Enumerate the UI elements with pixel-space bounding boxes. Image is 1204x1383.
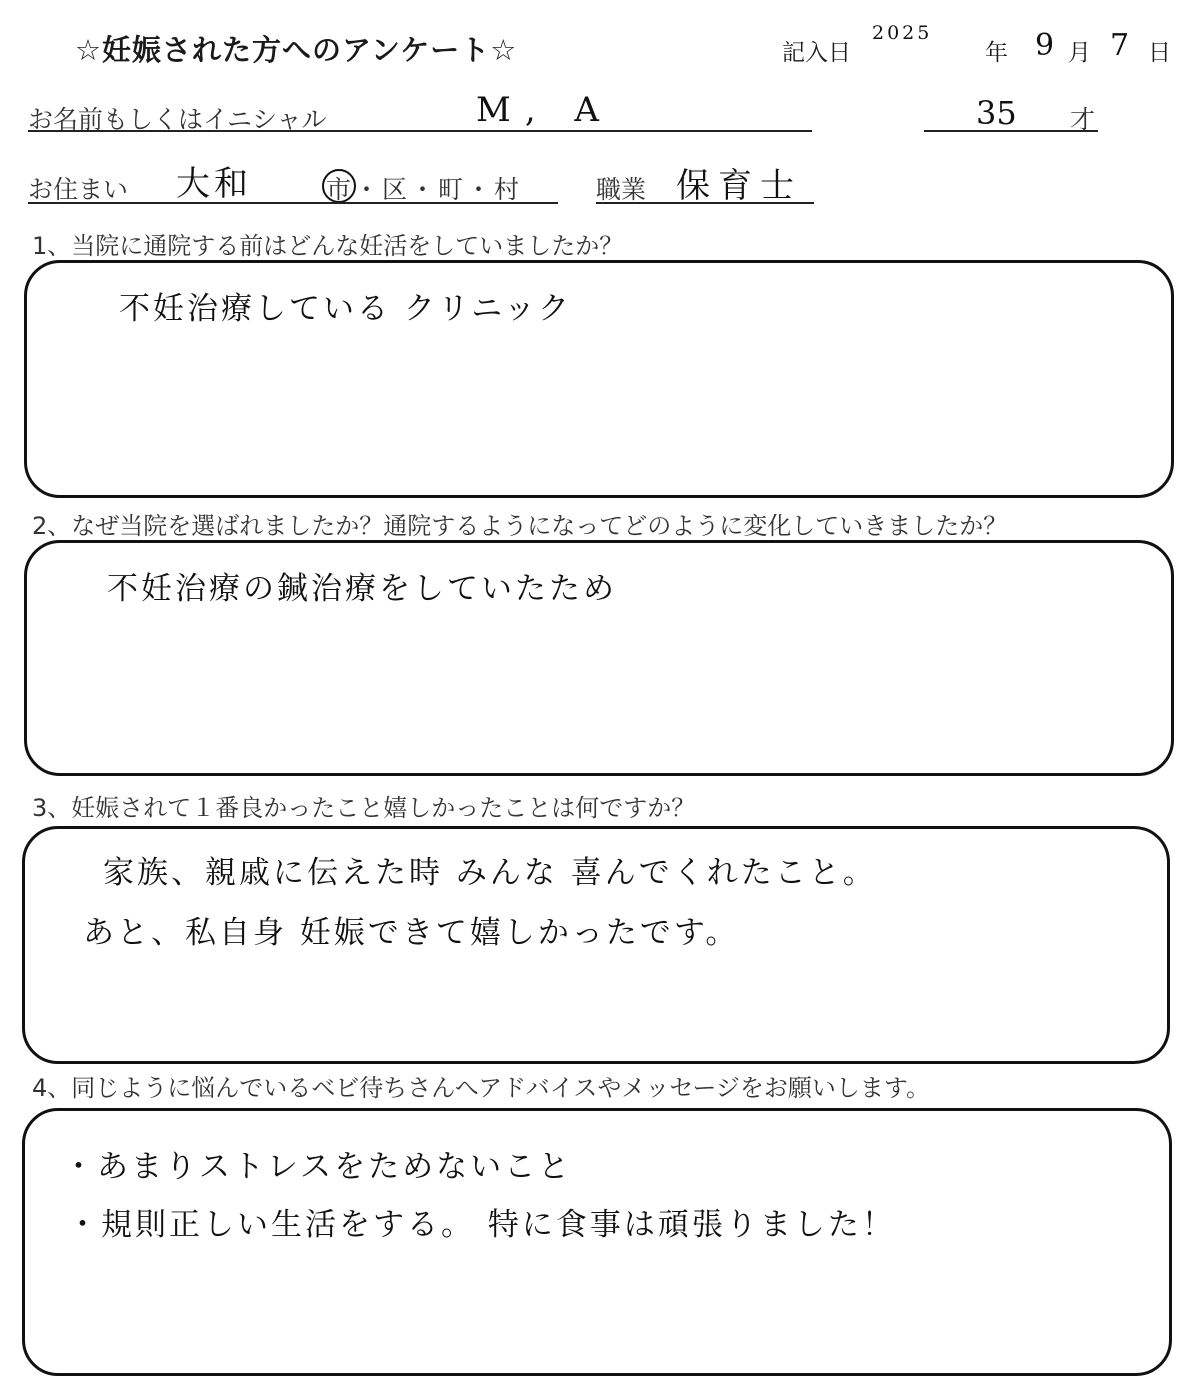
age-underline — [924, 130, 1098, 132]
date-day-value: 7 — [1110, 28, 1130, 63]
survey-title: ☆妊娠された方へのアンケート☆ — [75, 33, 518, 67]
age-unit: 才 — [1070, 105, 1096, 134]
age-value: 35 — [976, 94, 1017, 132]
address-underline — [28, 202, 558, 204]
name-label: お名前もしくはイニシャル — [28, 105, 327, 134]
occupation-value: 保育士 — [676, 166, 802, 206]
date-day-unit: 日 — [1148, 40, 1171, 66]
question-3-label: 3、妊娠されて１番良かったこと嬉しかったことは何ですか？ — [32, 794, 696, 822]
question-3-answer-line-2: あと、私自身 妊娠できて嬉しかったです。 — [83, 915, 740, 951]
question-1-answer-box — [24, 260, 1174, 498]
occupation-label: 職業 — [596, 175, 647, 204]
occupation-underline — [596, 202, 814, 204]
question-1-label: 1、当院に通院する前はどんな妊活をしていましたか？ — [32, 232, 624, 260]
question-3-answer-line-1: 家族、親戚に伝えた時 みんな 喜んでくれたこと。 — [103, 855, 877, 891]
question-2-answer-line-1: 不妊治療の鍼治療をしていたため — [107, 571, 617, 607]
question-4-label: 4、同じように悩んでいるベビ待ちさんへアドバイスやメッセージをお願いします。 — [32, 1074, 930, 1102]
question-4-answer-line-2: ・規則正しい生活をする。 特に食事は頑張りました！ — [67, 1207, 896, 1243]
question-4-answer-box — [22, 1108, 1172, 1376]
question-3-answer-box — [22, 826, 1170, 1064]
question-2-answer-box — [24, 540, 1174, 776]
address-label: お住まい — [28, 175, 129, 204]
date-label: 記入日 — [782, 40, 851, 66]
date-month-unit: 月 — [1068, 40, 1091, 66]
name-value: M, A — [476, 90, 613, 130]
question-1-answer-line-1: 不妊治療している クリニック — [119, 291, 572, 327]
date-month-value: 9 — [1035, 28, 1055, 63]
name-underline — [28, 130, 812, 132]
address-value: 大和 — [176, 164, 252, 204]
question-2-label: 2、なぜ当院を選ばれましたか？通院するようになってどのように変化していきましたか？ — [32, 512, 1008, 540]
date-year-value: 2025 — [872, 22, 933, 44]
municipality-options: 市・区・町・村 — [326, 175, 523, 204]
date-year-unit: 年 — [985, 40, 1008, 66]
question-4-answer-line-1: ・あまりストレスをためないこと — [63, 1149, 573, 1185]
